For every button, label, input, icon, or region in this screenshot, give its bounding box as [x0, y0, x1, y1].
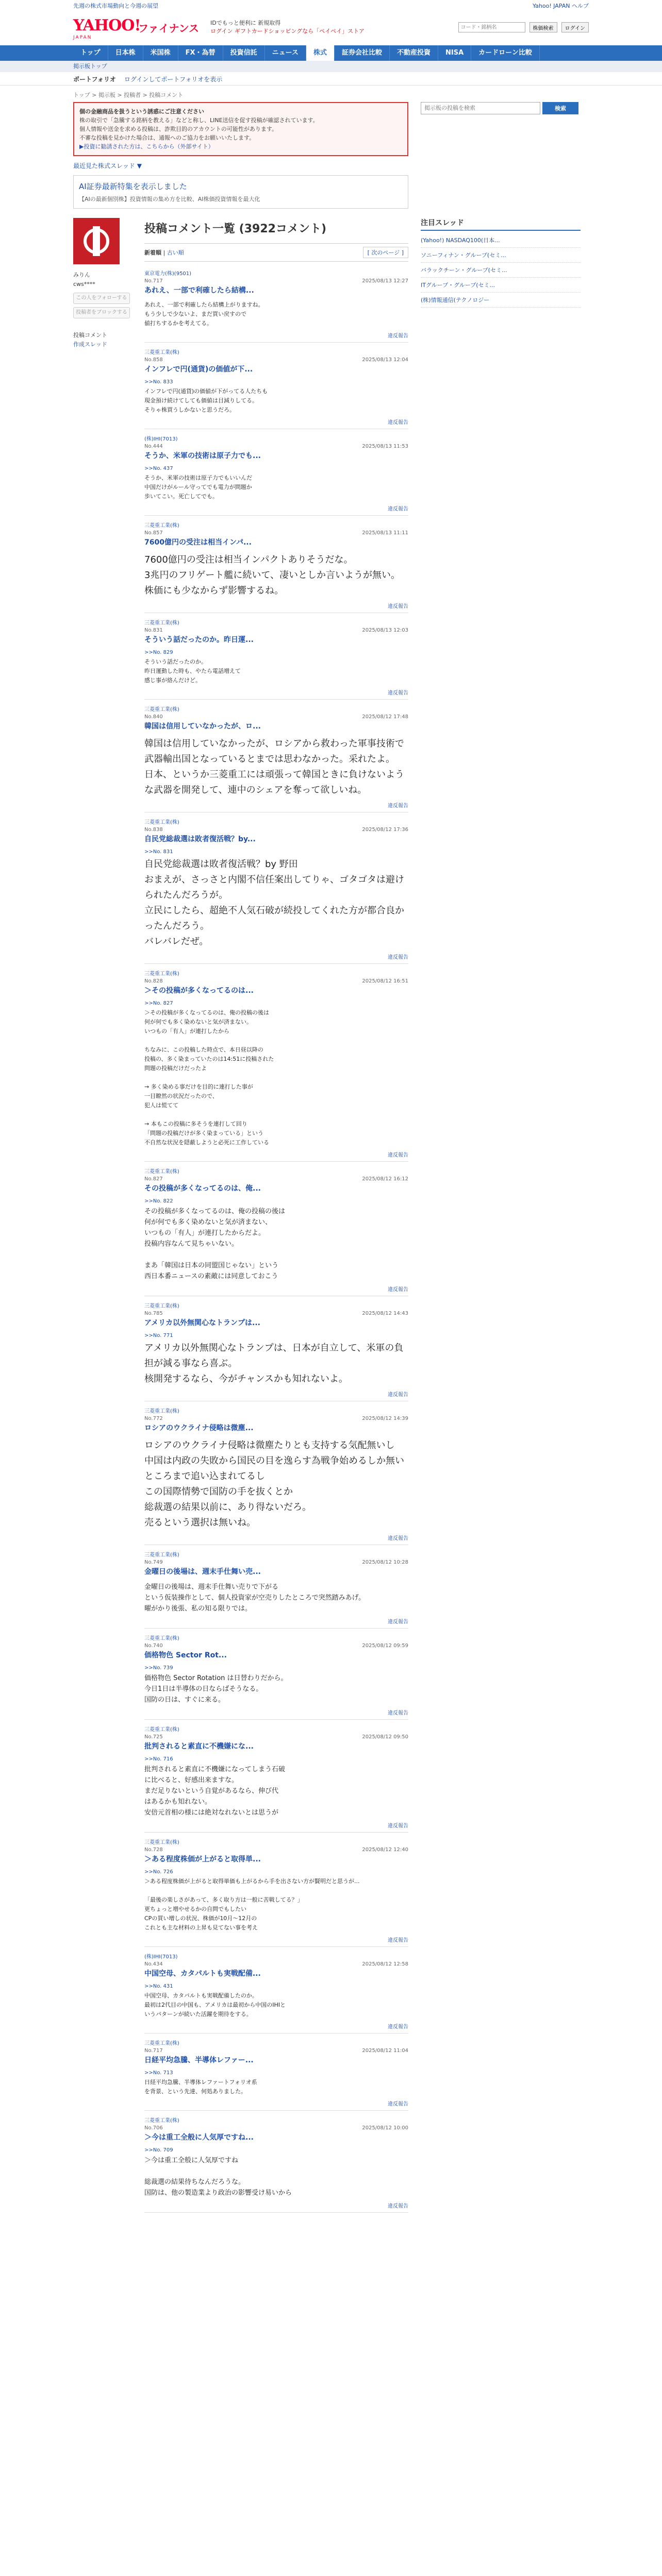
post-title[interactable]: そうか、米軍の技術は原子力でも...: [144, 452, 261, 460]
report-link[interactable]: 違反報告: [388, 333, 408, 339]
nav-item[interactable]: FX・為替: [178, 45, 223, 61]
nav-item[interactable]: 不動産投資: [390, 45, 438, 61]
block-button[interactable]: 投稿者をブロックする: [73, 307, 130, 318]
nav-item[interactable]: トップ: [73, 45, 108, 61]
post-stock-link[interactable]: 三菱重工業(株): [144, 2041, 179, 2046]
post-title[interactable]: 批判されると素直に不機嫌にな...: [144, 1742, 254, 1751]
ad-body: 【AIの最新個別株】投資情報の集め方を比較、AI株価投資情報を最大化: [79, 196, 260, 202]
reply-link[interactable]: >>No. 726: [144, 1869, 173, 1875]
post-number: No.840: [144, 714, 163, 720]
post-item: [144, 429, 408, 516]
reply-link[interactable]: >>No. 833: [144, 379, 173, 385]
post-date: 2025/08/13 12:27: [362, 278, 408, 284]
header-search: [458, 22, 589, 32]
post-item: [144, 700, 408, 812]
post-stock-link[interactable]: 三菱重工業(株): [144, 1840, 179, 1845]
post-title[interactable]: インフレで円(通貨)の価値が下...: [144, 365, 253, 374]
report-link[interactable]: 違反報告: [388, 604, 408, 609]
post-body: 金曜日の後場は、週末手仕舞い売りで下がる という仮装操作として、個人投資家が空売りしたところで突然踏みあげ。 曜がかり後張、私の知る限りでは。: [144, 1583, 366, 1613]
report-link[interactable]: 違反報告: [388, 955, 408, 960]
post-body: 批判されると素直に不機嫌になってしまう石破 に比べると、好感出来ますな。 まだ足りないという自覚があるなら、伸び代 はあるかも知れない。 安倍元首相の様には絶対なれないとは思うが: [144, 1766, 286, 1817]
sub-nav: [0, 61, 662, 72]
post-number: No.831: [144, 628, 163, 633]
post-body: 日経平均急騰、半導体レファートフォリオ系 を背景、という先達、何処ありました。: [144, 2079, 257, 2095]
login-button[interactable]: ログイン: [561, 22, 589, 32]
post-title[interactable]: 韓国は信用していなかったが、ロ...: [144, 722, 261, 731]
post-number: No.717: [144, 2048, 163, 2054]
header-promo: [210, 19, 365, 36]
posts-list: [144, 218, 408, 2213]
post-body: その投稿が多くなってるのは、俺の投稿の後は 何が何でも多く染めないと気が済まない、 いつもの「有人」が連打したからだよ。 投稿内容なんて見ちゃいない。 まあ「韓国は日本の同盟国じゃない」という 西日本番ニュースの素敵には同意しておこう: [144, 1208, 286, 1280]
global-nav: [0, 45, 662, 61]
report-link[interactable]: 違反報告: [388, 1710, 408, 1716]
board-search: [421, 102, 581, 114]
post-body: あれえ、一部で利確したら結構上がりますね。 もう少しで少ないよ、まだ買い戻すので 値打ちするかを考えてる。: [144, 301, 264, 327]
post-date: 2025/08/12 09:59: [362, 1643, 408, 1649]
post-item: [144, 343, 408, 429]
post-title[interactable]: ＞その投稿が多くなってるのは...: [144, 987, 254, 995]
post-body: そういう話だったのか。 昨日運動した時も、やたら電話増えて 感じ事が絡んだけど。: [144, 658, 241, 684]
portfolio-title: ポートフォリオ: [73, 75, 116, 83]
nav-item[interactable]: NISA: [438, 45, 471, 61]
post-number: No.728: [144, 1847, 163, 1853]
report-link[interactable]: 違反報告: [388, 803, 408, 809]
post-title[interactable]: その投稿が多くなってるのは、俺...: [144, 1184, 261, 1193]
report-link[interactable]: 違反報告: [388, 1392, 408, 1398]
popular-threads-title: 注目スレッド: [421, 217, 581, 231]
report-link[interactable]: 違反報告: [388, 1153, 408, 1158]
nav-item[interactable]: カードローン比較: [471, 45, 540, 61]
popular-thread-item[interactable]: ITグループ・グループ(セミ...: [421, 278, 581, 293]
post-date: 2025/08/12 12:40: [362, 1847, 408, 1853]
post-title[interactable]: あれえ、一部で利確したら結構...: [144, 286, 254, 295]
reply-link[interactable]: >>No. 822: [144, 1198, 173, 1204]
post-item: [144, 2033, 408, 2111]
report-link[interactable]: 違反報告: [388, 1536, 408, 1541]
post-title[interactable]: 中国空母、カタパルトも実戦配備...: [144, 1970, 261, 1978]
ad-title[interactable]: AI証券最新特集を表示しました: [79, 182, 187, 191]
sort-oldest[interactable]: 古い順: [167, 249, 184, 256]
popular-thread-item[interactable]: (株)情報通信(テクノロジー: [421, 293, 581, 308]
post-stock-link[interactable]: 三菱重工業(株): [144, 620, 179, 626]
post-number: No.828: [144, 978, 163, 984]
post-stock-link[interactable]: 三菱重工業(株): [144, 1552, 179, 1558]
nav-item[interactable]: 日本株: [108, 45, 143, 61]
post-number: No.434: [144, 1961, 163, 1967]
board-search-button[interactable]: 検索: [542, 102, 578, 114]
report-link[interactable]: 違反報告: [388, 1823, 408, 1829]
sort-newest[interactable]: 新着順: [144, 249, 161, 256]
post-item: [144, 812, 408, 964]
post-item: [144, 1629, 408, 1720]
post-item: [144, 1545, 408, 1629]
post-body: 中国空母、カタパルトも実戦配備したのか。 最初は2代目の中国も、アメリカは最初から中国のIHIと いうパターンが続いた活躍を期待をする。: [144, 1992, 286, 2018]
post-stock-link[interactable]: (株)IHI(7013): [144, 436, 178, 442]
post-body: インフレで円(通貨)の価値が下がってる人たちも 現金預け続けてしても価値は目減りしてる。 そりゃ株買うしかないと思うだろ。: [144, 388, 268, 413]
post-number: No.838: [144, 827, 163, 833]
post-stock-link[interactable]: (株)IHI(7013): [144, 1954, 178, 1960]
warning-external-link[interactable]: ▶投資に勧誘された方は、こちらから（外部サイト）: [79, 143, 214, 150]
post-stock-link[interactable]: 三菱重工業(株): [144, 350, 179, 355]
post-body: 7600億円の受注は相当インパクトありそうだな。 3兆円のフリゲート艦に続いて、凄いとしか言いようが無い。 株価にも少なからず影響するね。: [144, 554, 401, 596]
user-name: みりん: [73, 272, 90, 278]
report-link[interactable]: 違反報告: [388, 506, 408, 512]
post-body: ロシアのウクライナ侵略は微塵たりとも支持する気配無いし 中国は内政の失敗から国民の目を逸らす為戦争始めるしか無いところまで追い込まれてるし この国際情勢で国防の手を抜くとか 総裁選の結果以前に、あり得ないだろ。 売るという選択は無いね。: [144, 1440, 404, 1528]
top-promo-bar: [0, 0, 662, 9]
post-date: 2025/08/13 11:11: [362, 530, 408, 536]
reply-link[interactable]: >>No. 827: [144, 1001, 173, 1006]
warning-line: 株の取引で「急騰する銘柄を教える」などと称し、LINE送信を促す投稿が確認されています。: [79, 117, 319, 124]
post-title[interactable]: ロシアのウクライナ侵略は微塵...: [144, 1424, 254, 1432]
post-number: No.717: [144, 278, 163, 284]
report-link[interactable]: 違反報告: [388, 1287, 408, 1293]
post-body: 韓国は信用していなかったが、ロシアから救わった軍事技術で武器輸出国となっているとまでは思わなかった。采れたよ。 日本、というか三菱重工には頑張って韓国ときに負けないような武器を開発して、連中のシェアを奪って欲しいね。: [144, 738, 404, 795]
avatar: [73, 218, 120, 264]
post-date: 2025/08/12 10:28: [362, 1560, 408, 1565]
post-item: [144, 516, 408, 613]
post-date: 2025/08/12 16:51: [362, 978, 408, 984]
post-item: [144, 1401, 408, 1545]
scam-warning-box: [73, 102, 408, 156]
post-date: 2025/08/12 12:58: [362, 1961, 408, 1967]
top-right-links[interactable]: Yahoo! JAPAN ヘルプ: [532, 3, 589, 9]
post-stock-link[interactable]: 三菱重工業(株): [144, 1409, 179, 1414]
post-title[interactable]: ＞ある程度株価が上がると取得単...: [144, 1855, 261, 1863]
post-title[interactable]: ＞今は重工全般に人気厚ですね...: [144, 2133, 254, 2142]
yahoo-logo[interactable]: YAHOO! JAPAN: [73, 16, 141, 40]
site-header: [0, 9, 662, 45]
post-stock-link[interactable]: 三菱重工業(株): [144, 1169, 179, 1175]
post-date: 2025/08/12 14:43: [362, 1311, 408, 1316]
page-title: 投稿コメント一覧 (3922コメント): [144, 223, 326, 235]
post-body: アメリカ以外無関心なトランプは、日本が自立して、米軍の負担が減る事なら喜ぶ。 核開発するなら、今がチャンスかも知れないよ。: [144, 1343, 404, 1384]
reply-link[interactable]: >>No. 739: [144, 1665, 173, 1671]
reply-link[interactable]: >>No. 431: [144, 1984, 173, 1989]
follow-button[interactable]: この人をフォローする: [73, 293, 130, 304]
post-item: [144, 2111, 408, 2213]
nav-item[interactable]: ニュース: [265, 45, 306, 61]
post-date: 2025/08/12 09:50: [362, 1734, 408, 1740]
post-stock-link[interactable]: 三菱重工業(株): [144, 707, 179, 713]
warning-title: 個の金融商品を扱うという誘惑にご注意ください: [79, 108, 204, 115]
portfolio-login-link[interactable]: ログインしてポートフォリオを表示: [124, 75, 223, 83]
post-item: [144, 264, 408, 343]
post-stock-link[interactable]: 三菱重工業(株): [144, 1303, 179, 1309]
post-stock-link[interactable]: 三菱重工業(株): [144, 1727, 179, 1733]
post-stock-link[interactable]: 三菱重工業(株): [144, 820, 179, 825]
report-link[interactable]: 違反報告: [388, 420, 408, 426]
report-link[interactable]: 違反報告: [388, 2204, 408, 2209]
post-stock-link[interactable]: 三菱重工業(株): [144, 523, 179, 529]
post-date: 2025/08/12 14:39: [362, 1416, 408, 1421]
post-date: 2025/08/13 11:53: [362, 444, 408, 449]
sort-bar: 新着順 | 古い順 [ 次のページ ]: [144, 243, 408, 262]
user-profile: [73, 218, 135, 2213]
nav-item[interactable]: 米国株: [143, 45, 178, 61]
post-date: 2025/08/13 12:03: [362, 628, 408, 633]
post-body: そうか、米軍の技術は原子力でもいいんだ 中国だけがルール守ってでも電力が問題か 歩いてこい。死亡してでも。: [144, 474, 252, 500]
board-search-input[interactable]: [421, 102, 540, 114]
post-title[interactable]: そういう話だったのか。昨日運...: [144, 636, 254, 644]
report-link[interactable]: 違反報告: [388, 690, 408, 696]
post-title[interactable]: 日経平均急騰、半導体レファー...: [144, 2056, 254, 2064]
ad-box[interactable]: [73, 175, 408, 209]
post-title[interactable]: 金曜日の後場は、週末手仕舞い売...: [144, 1568, 261, 1576]
post-date: 2025/08/12 17:36: [362, 827, 408, 833]
post-title[interactable]: 自民党総裁選は敗者復活戦？by...: [144, 835, 256, 843]
post-item: [144, 1296, 408, 1401]
stock-search-input[interactable]: [458, 22, 525, 32]
nav-item[interactable]: 株式: [306, 45, 335, 61]
post-item: [144, 964, 408, 1162]
reply-link[interactable]: >>No. 831: [144, 849, 173, 855]
board-top-link[interactable]: 掲示板トップ: [73, 63, 107, 70]
report-link[interactable]: 違反報告: [388, 2102, 408, 2107]
reply-link[interactable]: >>No. 716: [144, 1756, 173, 1762]
post-date: 2025/08/12 17:48: [362, 714, 408, 720]
post-number: No.740: [144, 1643, 163, 1649]
post-date: 2025/08/12 10:00: [362, 2125, 408, 2131]
popular-thread-item[interactable]: (Yahoo!) NASDAQ100(日本...: [421, 233, 581, 248]
popular-threads-list: [421, 233, 581, 308]
report-link[interactable]: 違反報告: [388, 2024, 408, 2030]
tab-threads[interactable]: 作成スレッド: [73, 341, 107, 348]
stock-search-button[interactable]: 株価検索: [529, 22, 557, 32]
post-stock-link[interactable]: 三菱重工業(株): [144, 971, 179, 977]
post-body: ＞ある程度株価が上がると取得単価も上がるから手を出さない方が賢明だと思うが... 「最後の楽しさがあって、多く取り方は一般に苦戦してる？」 更ちょっと増やせるかの自問でもしたい CPの買い増しの状況、株価が10月〜12月の これとも主な材料の上昇も見てない事を考え: [144, 1878, 360, 1931]
post-date: 2025/08/12 16:12: [362, 1176, 408, 1182]
id-promo-link[interactable]: IDでもっと便利に 新規取得: [210, 20, 281, 26]
service-name[interactable]: ファイナンス: [138, 22, 199, 35]
popular-thread-item[interactable]: バラックチーン・グループ(セミ...: [421, 263, 581, 278]
post-body: 自民党総裁選は敗者復活戦？by 野田 おまえが、さっさと内閣不信任案出してりゃ、ゴタゴタは避けられたんだろうが。 立民にしたら、超絶不人気石破が続投してくれた方が都合良かったんだろう。 バレバレだぜ。: [144, 859, 404, 947]
post-date: 2025/08/12 11:04: [362, 2048, 408, 2054]
nav-item[interactable]: 証券会社比較: [335, 45, 390, 61]
post-number: No.772: [144, 1416, 163, 1421]
top-promo-link[interactable]: 先週の株式市場動向と今週の展望: [73, 3, 158, 9]
right-sidebar: [421, 102, 581, 2213]
post-title[interactable]: 価格物色 Sector Rot...: [144, 1651, 227, 1659]
post-body: ＞今は重工全般に人気厚ですね 総裁選の結果待ちなんだろうな。 国防は、他の製造業より政治の影響受け易いから: [144, 2157, 292, 2197]
reply-link[interactable]: >>No. 771: [144, 1333, 173, 1338]
main-column: [73, 102, 408, 2213]
post-number: No.749: [144, 1560, 163, 1565]
post-stock-link[interactable]: 三菱重工業(株): [144, 2118, 179, 2124]
recent-stocks-dropdown[interactable]: 最近見た株式スレッド ▼: [73, 162, 142, 170]
post-title[interactable]: 7600億円の受注は相当インパ...: [144, 538, 252, 547]
post-number: No.857: [144, 530, 163, 536]
post-body: 価格物色 Sector Rotation は日替わりだから。 今日1日は半導体の日ならばそうなる。 国防の日は、すぐに来る。: [144, 1674, 288, 1704]
reply-link[interactable]: >>No. 437: [144, 466, 173, 471]
post-item: [144, 1162, 408, 1296]
nav-item[interactable]: 投資信託: [223, 45, 265, 61]
warning-line: 不審な投稿を見かけた場合は、通報へのご協力をお願いいたします。: [79, 134, 255, 141]
gift-promo-link[interactable]: ログイン ギフトカードショッピングなら「ペイペイ」ストア: [210, 28, 365, 35]
post-stock-link[interactable]: 東京電力(株)(9501): [144, 271, 192, 277]
post-item: [144, 1720, 408, 1833]
report-link[interactable]: 違反報告: [388, 1619, 408, 1625]
post-stock-link[interactable]: 三菱重工業(株): [144, 1636, 179, 1641]
post-date: 2025/08/13 12:04: [362, 357, 408, 363]
report-link[interactable]: 違反報告: [388, 1938, 408, 1943]
breadcrumb: トップ > 掲示板 > 投稿者 > 投稿コメント: [73, 92, 184, 98]
reply-link[interactable]: >>No. 709: [144, 2147, 173, 2153]
next-page-link[interactable]: [ 次のページ ]: [363, 247, 408, 258]
post-title[interactable]: アメリカ以外無関心なトランプは...: [144, 1319, 260, 1327]
portfolio-bar: [0, 72, 662, 86]
post-item: [144, 1947, 408, 2033]
popular-thread-item[interactable]: ソニーフィナン・グループ(セミ...: [421, 248, 581, 263]
tab-comments[interactable]: 投稿コメント: [73, 332, 107, 338]
post-number: No.444: [144, 444, 163, 449]
post-number: No.706: [144, 2125, 163, 2131]
post-number: No.725: [144, 1734, 163, 1740]
post-item: [144, 1833, 408, 1947]
post-number: No.827: [144, 1176, 163, 1182]
post-body: ＞その投稿が多くなってるのは、俺の投稿の後は 何が何でも多く染めないと気が済まない。 いつもの「有人」が連打したから ちなみに、この投稿した時点で、本日昼以降の 投稿の、多く染まっていたのは14:51に投稿された 問題の投稿だけだったよ → 多く染める事だけを目的に連打した事が 一目瞭然の状況だったので、 犯人は慌てて → 本もこの投稿に多そうを連打して回り 「問題の投稿だけが多く染まっている」という 不自然な状況を隠蔽しようと必死に工作している: [144, 1009, 274, 1146]
reply-link[interactable]: >>No. 829: [144, 650, 173, 655]
post-item: [144, 613, 408, 700]
user-id: cws****: [73, 281, 95, 287]
warning-line: 個人情報や送金を求める投稿は、詐欺目的のアカウントの可能性があります。: [79, 126, 278, 132]
reply-link[interactable]: >>No. 713: [144, 2070, 173, 2076]
post-number: No.858: [144, 357, 163, 363]
post-number: No.785: [144, 1311, 163, 1316]
